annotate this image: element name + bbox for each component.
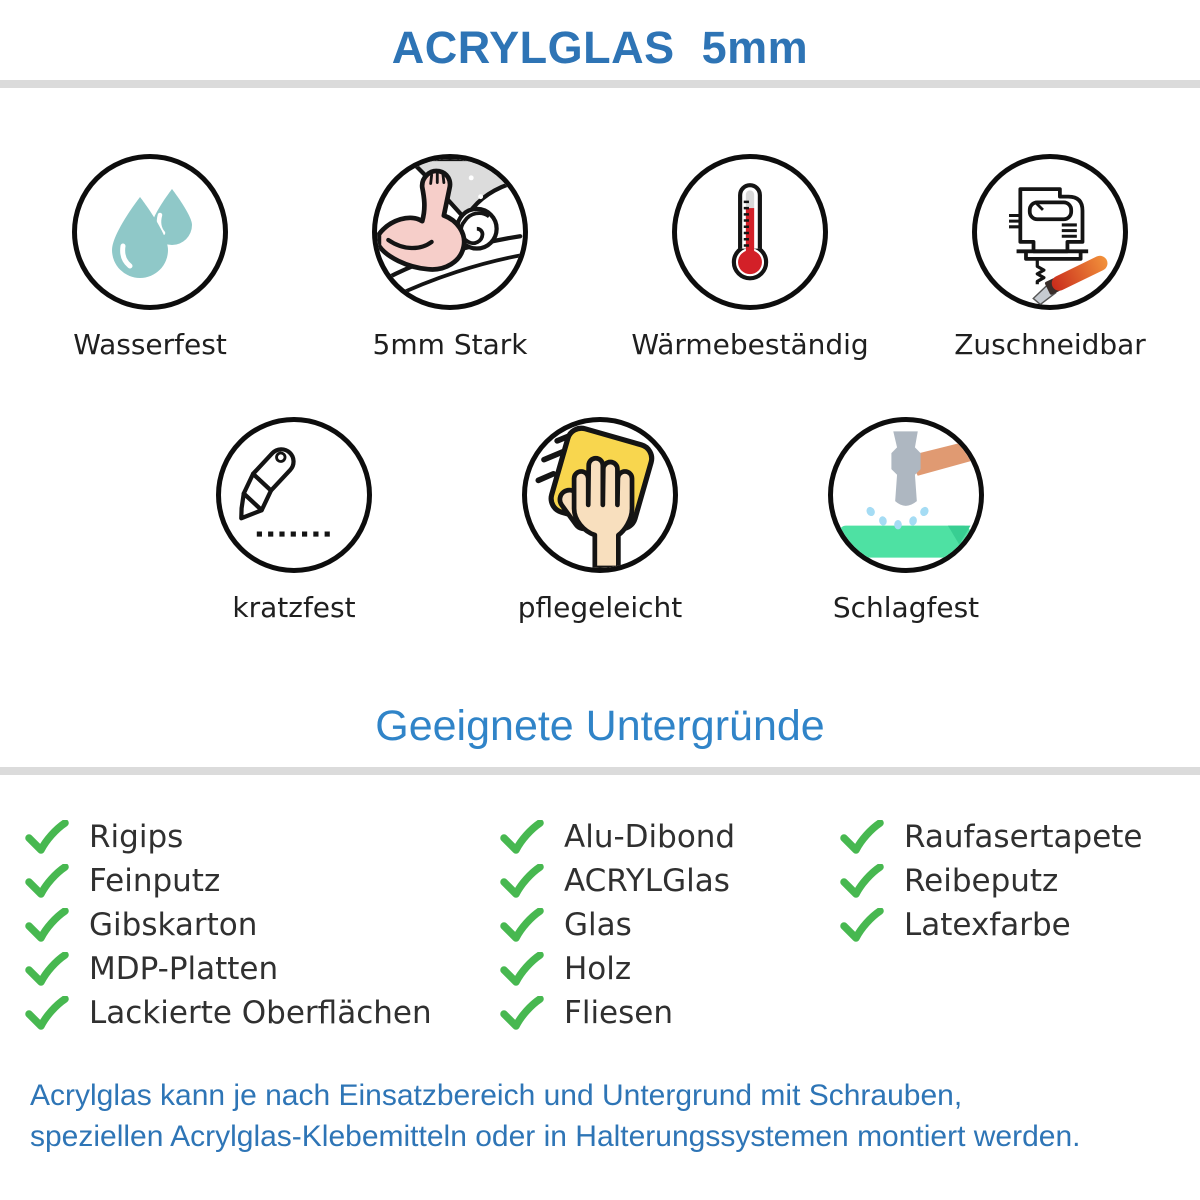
substrate-column-1 [25, 815, 500, 1035]
feature-label: 5mm Stark [372, 328, 528, 361]
feature-circle [72, 154, 228, 310]
checkmark-icon [840, 820, 884, 854]
footer-line-2: speziellen Acrylglas-Klebemitteln oder in Halterungssystemen montiert werden. [30, 1120, 1081, 1153]
substrate-label: Lackierte Oberflächen [89, 994, 432, 1031]
utility-knife-icon [221, 422, 367, 568]
water-drops-icon [100, 182, 200, 282]
checkmark-icon [500, 908, 544, 942]
feature-circle [216, 417, 372, 573]
substrate-label: Gibskarton [89, 906, 258, 943]
muscle-arm-icon [377, 159, 523, 305]
substrate-item [25, 991, 500, 1034]
substrate-label: Rigips [89, 818, 184, 855]
cleaning-hand-icon [527, 422, 673, 568]
feature-circle [828, 417, 984, 573]
footer-line-1: Acrylglas kann je nach Einsatzbereich und Untergrund mit Schrauben, [30, 1079, 963, 1112]
page-title: ACRYLGLAS 5mm [391, 22, 809, 73]
substrate-item [500, 815, 840, 858]
checkmark-icon [500, 996, 544, 1030]
feature-circle [672, 154, 828, 310]
substrate-label: Glas [564, 906, 632, 943]
feature-easy-care [479, 417, 721, 624]
substrate-label: Feinputz [89, 862, 221, 899]
substrate-label: Latexfarbe [904, 906, 1071, 943]
substrate-item [25, 859, 500, 902]
features-row-2 [0, 417, 1200, 624]
checkmark-icon [500, 952, 544, 986]
substrate-label: Raufasertapete [904, 818, 1143, 855]
feature-circle [372, 154, 528, 310]
feature-cuttable [900, 154, 1200, 361]
feature-label: pflegeleicht [517, 591, 683, 624]
feature-impact-proof [785, 417, 1027, 624]
substrate-column-3 [840, 815, 1190, 1035]
checkmark-icon [25, 996, 69, 1030]
substrate-item [25, 903, 500, 946]
divider-middle [0, 767, 1200, 775]
substrate-item [25, 815, 500, 858]
feature-label: Schlagfest [832, 591, 980, 624]
substrate-label: MDP-Platten [89, 950, 279, 987]
feature-circle [972, 154, 1128, 310]
substrate-label: Reibeputz [904, 862, 1059, 899]
checkmark-icon [840, 864, 884, 898]
feature-label: Wärmebeständig [631, 328, 869, 361]
substrate-item [500, 991, 840, 1034]
feature-label: Zuschneidbar [954, 328, 1146, 361]
feature-label: kratzfest [232, 591, 356, 624]
substrate-item [840, 815, 1190, 858]
feature-circle [522, 417, 678, 573]
substrates-list [0, 815, 1200, 1035]
features-row-1 [0, 154, 1200, 361]
checkmark-icon [25, 952, 69, 986]
divider-top [0, 80, 1200, 88]
checkmark-icon [25, 864, 69, 898]
feature-scratch-proof [173, 417, 415, 624]
hammer-impact-icon [833, 422, 979, 568]
checkmark-icon [500, 820, 544, 854]
thermometer-icon [698, 180, 802, 284]
feature-heat-resistant [600, 154, 900, 361]
checkmark-icon [25, 820, 69, 854]
substrate-label: ACRYLGlas [564, 862, 730, 899]
substrate-column-2 [500, 815, 840, 1035]
substrate-item [500, 947, 840, 990]
checkmark-icon [840, 908, 884, 942]
substrate-item [840, 903, 1190, 946]
jigsaw-cutter-icon [977, 159, 1123, 305]
substrate-item [500, 903, 840, 946]
checkmark-icon [500, 864, 544, 898]
feature-waterproof [0, 154, 300, 361]
footer-note [0, 1075, 1200, 1157]
substrate-item [25, 947, 500, 990]
substrate-item [840, 859, 1190, 902]
feature-label: Wasserfest [73, 328, 227, 361]
feature-thickness [300, 154, 600, 361]
substrate-label: Alu-Dibond [564, 818, 736, 855]
substrate-label: Holz [564, 950, 632, 987]
checkmark-icon [25, 908, 69, 942]
substrates-heading: Geeignete Untergründe [375, 702, 825, 750]
substrate-item [500, 859, 840, 902]
substrate-label: Fliesen [564, 994, 673, 1031]
